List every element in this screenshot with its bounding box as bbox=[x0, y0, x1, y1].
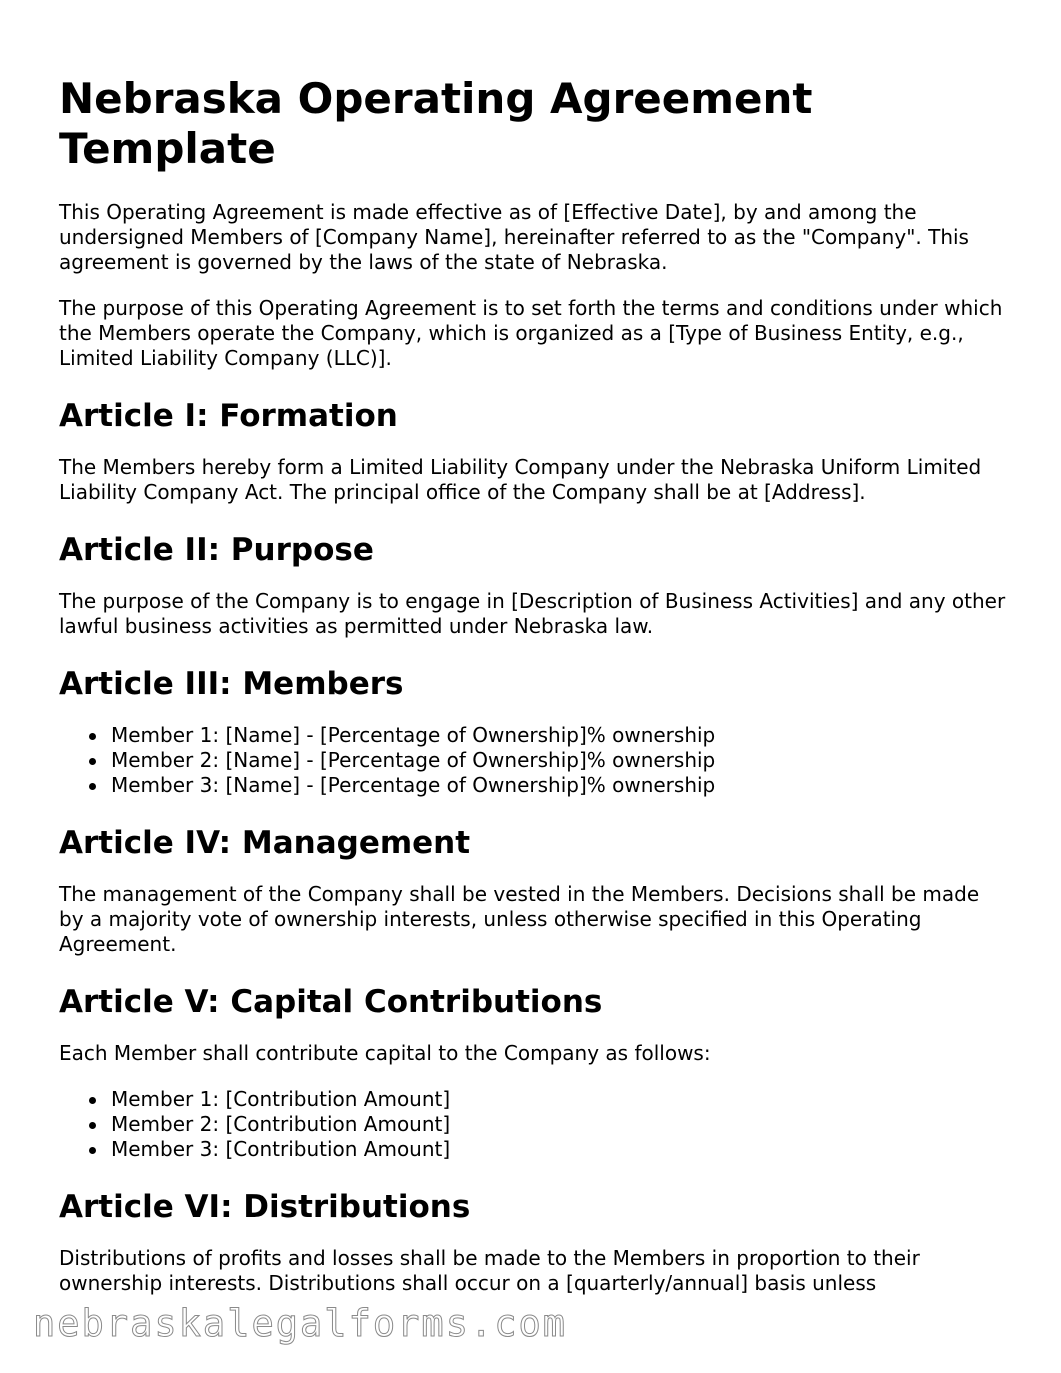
bullet-icon bbox=[89, 758, 96, 765]
document-title: Nebraska Operating Agreement Template bbox=[59, 74, 813, 173]
article-capital-heading: Article V: Capital Contributions bbox=[59, 984, 603, 1020]
intro-paragraph: This Operating Agreement is made effective as of [Effective Date], by and among the undersigned Members of [Company Name], hereinafter referred to as the "Company". This agreement is governed by the laws of the state of Nebraska. bbox=[59, 200, 969, 274]
members-list bbox=[59, 723, 1009, 798]
watermark: nebraskalegalforms.com bbox=[33, 1302, 568, 1345]
list-item: Member 2: [Contribution Amount] bbox=[111, 1112, 1009, 1137]
article-formation-heading: Article I: Formation bbox=[59, 398, 398, 434]
bullet-icon bbox=[89, 783, 96, 790]
list-item: Member 1: [Name] - [Percentage of Ownership]% ownership bbox=[111, 723, 1009, 748]
article-distributions-heading: Article VI: Distributions bbox=[59, 1189, 471, 1225]
list-item: Member 2: [Name] - [Percentage of Ownership]% ownership bbox=[111, 748, 1009, 773]
article-purpose-heading: Article II: Purpose bbox=[59, 532, 374, 568]
article-purpose-text: The purpose of the Company is to engage in [Description of Business Activities] and any other lawful business activities as permitted under Nebraska law. bbox=[59, 589, 1006, 638]
bullet-icon bbox=[89, 1147, 96, 1154]
bullet-icon bbox=[89, 1097, 96, 1104]
purpose-paragraph: The purpose of this Operating Agreement is to set forth the terms and conditions under which the Members operate the Company, which is organized as a [Type of Business Entity, e.g., Limited Liability Company (LLC)]. bbox=[59, 296, 1003, 370]
article-members-heading: Article III: Members bbox=[59, 666, 404, 702]
bullet-icon bbox=[89, 1122, 96, 1129]
list-item: Member 3: [Name] - [Percentage of Ownership]% ownership bbox=[111, 773, 1009, 798]
bullet-icon bbox=[89, 733, 96, 740]
article-distributions-text: Distributions of profits and losses shall be made to the Members in proportion to their ownership interests. Distributions shall occur on a [quarterly/annual] basis unless bbox=[59, 1246, 920, 1295]
list-item: Member 3: [Contribution Amount] bbox=[111, 1137, 1009, 1162]
list-item: Member 1: [Contribution Amount] bbox=[111, 1087, 1009, 1112]
contributions-list bbox=[59, 1087, 1009, 1162]
article-management-heading: Article IV: Management bbox=[59, 825, 471, 861]
article-capital-text: Each Member shall contribute capital to the Company as follows: bbox=[59, 1041, 711, 1065]
document-page bbox=[59, 74, 1009, 1317]
article-management-text: The management of the Company shall be vested in the Members. Decisions shall be made by a majority vote of ownership interests, unless otherwise specified in this Operating Agreement. bbox=[59, 882, 980, 956]
article-formation-text: The Members hereby form a Limited Liability Company under the Nebraska Uniform Limited Liability Company Act. The principal office of the Company shall be at [Address]. bbox=[59, 455, 982, 504]
